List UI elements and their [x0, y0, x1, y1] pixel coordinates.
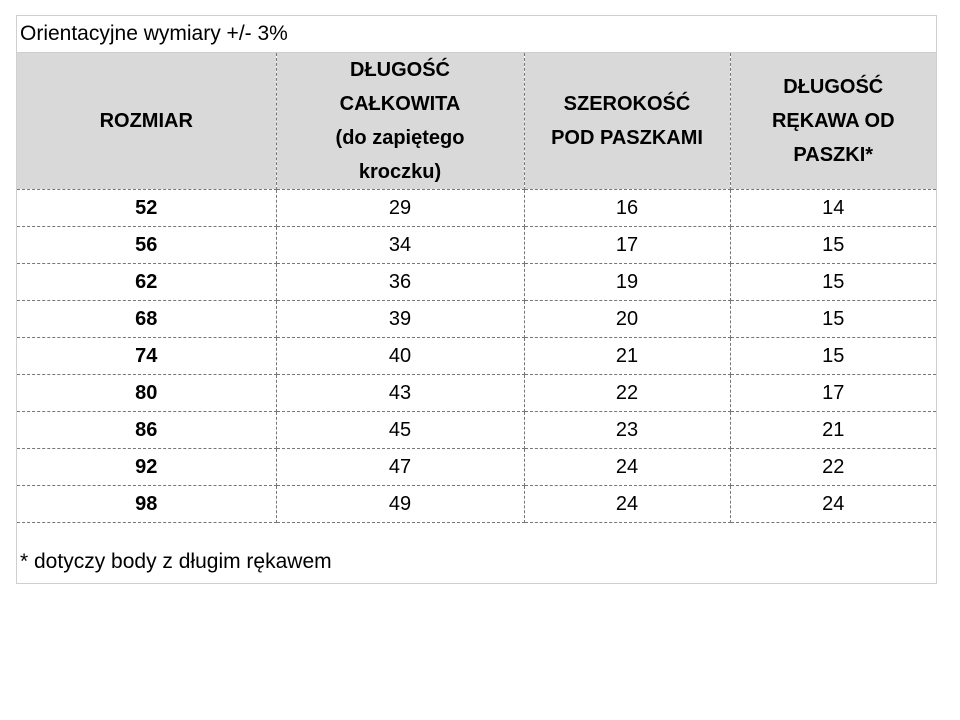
sleeve-length-cell: 15: [730, 227, 936, 264]
underarm-width-cell: 19: [524, 264, 730, 301]
header-underarm-width: SZEROKOŚĆ POD PASZKAMI: [524, 53, 730, 190]
size-cell: 68: [17, 301, 276, 338]
total-length-cell: 43: [276, 375, 524, 412]
underarm-width-cell: 16: [524, 190, 730, 227]
underarm-width-cell: 24: [524, 449, 730, 486]
total-length-cell: 45: [276, 412, 524, 449]
table-row: [17, 412, 936, 449]
total-length-cell: 47: [276, 449, 524, 486]
total-length-cell: 34: [276, 227, 524, 264]
underarm-width-cell: 23: [524, 412, 730, 449]
table-row: [17, 375, 936, 412]
size-cell: 86: [17, 412, 276, 449]
table-row: [17, 190, 936, 227]
size-table: [17, 53, 936, 523]
header-sleeve-length: DŁUGOŚĆ RĘKAWA OD PASZKI*: [730, 53, 936, 190]
table-header-row: [17, 53, 936, 190]
size-cell: 56: [17, 227, 276, 264]
size-cell: 74: [17, 338, 276, 375]
table-row: [17, 338, 936, 375]
sleeve-length-cell: 14: [730, 190, 936, 227]
total-length-cell: 39: [276, 301, 524, 338]
header-total-length: DŁUGOŚĆ CAŁKOWITA (do zapiętego kroczku): [276, 53, 524, 190]
table-row: [17, 486, 936, 523]
underarm-width-cell: 21: [524, 338, 730, 375]
size-cell: 80: [17, 375, 276, 412]
sleeve-length-cell: 21: [730, 412, 936, 449]
footnote: * dotyczy body z długim rękawem: [20, 550, 332, 573]
underarm-width-cell: 17: [524, 227, 730, 264]
table-row: [17, 449, 936, 486]
table-row: [17, 264, 936, 301]
header-size: ROZMIAR: [17, 53, 276, 190]
underarm-width-cell: 24: [524, 486, 730, 523]
size-chart-title: Orientacyjne wymiary +/- 3%: [17, 16, 936, 53]
table-row: [17, 301, 936, 338]
sleeve-length-cell: 17: [730, 375, 936, 412]
sleeve-length-cell: 24: [730, 486, 936, 523]
total-length-cell: 29: [276, 190, 524, 227]
size-cell: 62: [17, 264, 276, 301]
sleeve-length-cell: 15: [730, 264, 936, 301]
total-length-cell: 36: [276, 264, 524, 301]
underarm-width-cell: 22: [524, 375, 730, 412]
size-cell: 92: [17, 449, 276, 486]
sleeve-length-cell: 15: [730, 338, 936, 375]
total-length-cell: 49: [276, 486, 524, 523]
table-row: [17, 227, 936, 264]
underarm-width-cell: 20: [524, 301, 730, 338]
size-chart-sheet: [16, 15, 937, 584]
size-cell: 52: [17, 190, 276, 227]
size-cell: 98: [17, 486, 276, 523]
total-length-cell: 40: [276, 338, 524, 375]
sleeve-length-cell: 15: [730, 301, 936, 338]
sleeve-length-cell: 22: [730, 449, 936, 486]
